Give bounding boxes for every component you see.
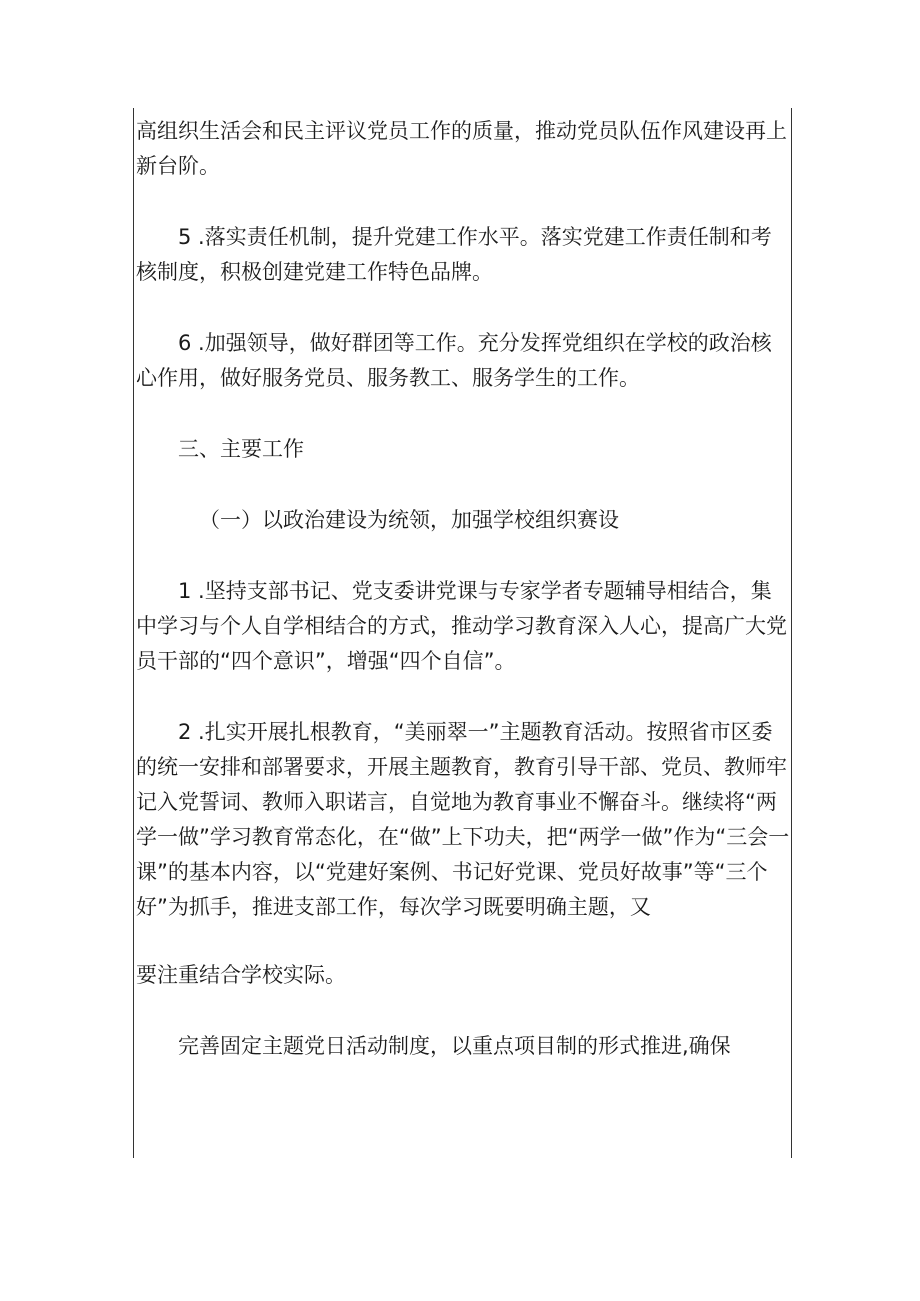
paragraph-continuation: 高组织生活会和民主评议党员工作的质量，推动党员队伍作风建设再上新台阶。 <box>136 119 787 178</box>
paragraph-item-6: 6 .加强领导，做好群团等工作。充分发挥党组织在学校的政治核心作用，做好服务党员、服务教工、服务学生的工作。 <box>136 331 772 390</box>
left-margin-rule <box>133 108 134 1158</box>
paragraph-item-1: 1 .坚持支部书记、党支委讲党课与专家学者专题辅导相结合，集中学习与个人自学相结合的方式，推动学习教育深入人心，提高广大党员干部的“四个意识”，增强“四个自信”。 <box>136 579 787 673</box>
subsection-heading: （一）以政治建设为统领，加强学校组织赛设 <box>199 508 619 532</box>
paragraph-continuation-2: 要注重结合学校实际。 <box>136 963 346 987</box>
document-body <box>136 114 792 1064</box>
paragraph-item-2: 2 .扎实开展扎根教育，“美丽翠一”主题教育活动。按照省市区委的统一安排和部署要求，开展主题教育，教育引导干部、党员、教师牢记入党誓词、教师入职诺言，自觉地为教育事业不懈奋斗。继续将“两学一做”学习教育常态化，在“做”上下功夫，把“两学一做”作为“三会一课”的基本内容，以“党建好案例、书记好党课、党员好故事”等“三个好”为抓手，推进支部工作，每次学习既要明确主题，又 <box>136 720 790 919</box>
paragraph-item-5: 5 .落实责任机制，提升党建工作水平。落实党建工作责任制和考核制度，积极创建党建工作特色品牌。 <box>136 225 772 284</box>
paragraph-theme-day: 完善固定主题党日活动制度，以重点项目制的形式推进,确保 <box>178 1034 731 1058</box>
section-heading: 三、主要工作 <box>178 437 304 461</box>
